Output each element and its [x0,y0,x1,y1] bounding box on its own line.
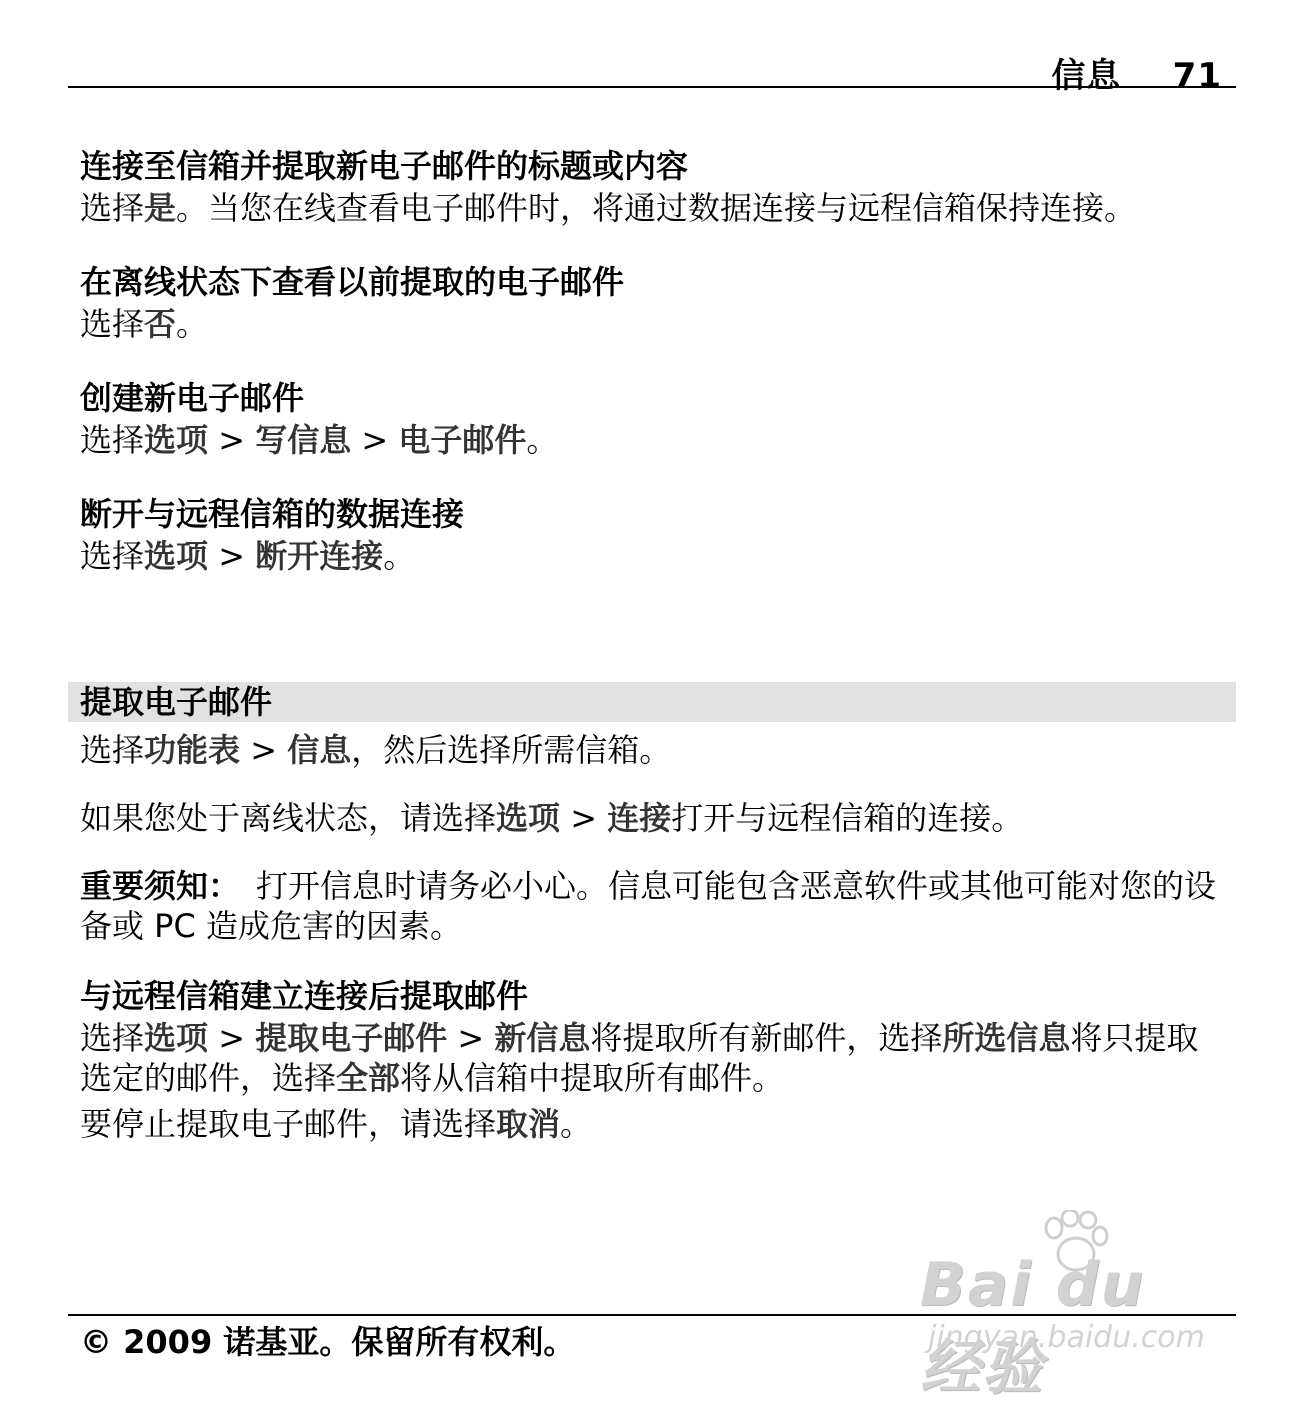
text: 选择 [80,537,145,575]
option-label: 写信息 [255,421,352,459]
text: 将提取所有新邮件，选择 [590,1019,943,1057]
retrieve-content [80,730,1220,1144]
menu-separator: > [560,799,608,837]
section-disconnect [80,492,1220,576]
section-heading: 创建新电子邮件 [80,379,305,417]
option-label: 功能表 [144,731,241,769]
section-create [80,376,1220,460]
option-label: 取消 [496,1105,561,1143]
text: 选择 [80,189,145,227]
section-offline [80,260,1220,344]
text: 。 [560,1105,593,1143]
text: 。 [526,421,559,459]
option-label: 选项 [144,1019,209,1057]
section-heading: 连接至信箱并提取新电子邮件的标题或内容 [80,147,689,185]
notice-text: 打开信息时请务必小心。信息可能包含恶意软件或其他可能对您的设备或 PC 造成危害的因素。 [80,867,1217,945]
section-body [80,188,1220,228]
menu-separator: > [240,731,288,769]
section-band [68,682,1236,722]
menu-separator: > [351,421,399,459]
section-body [80,304,1220,344]
option-label: 信息 [287,731,352,769]
copyright-footer: © 2009 诺基亚。保留所有权利。 [80,1323,576,1361]
option-label: 选项 [144,421,209,459]
option-label: 选项 [144,537,209,575]
option-label: 选项 [496,799,561,837]
header-title [1051,48,1222,97]
option-label: 是 [144,189,177,227]
text: 选择 [80,421,145,459]
menu-separator: > [208,421,256,459]
option-label: 否 [144,305,177,343]
option-label: 断开连接 [255,537,384,575]
section-body [80,420,1220,460]
section-heading: 断开与远程信箱的数据连接 [80,495,465,533]
notice-label: 重要须知： [80,867,225,905]
text: 如果您处于离线状态，请选择 [80,799,497,837]
option-label: 连接 [607,799,672,837]
text: 将从信箱中提取所有邮件。 [400,1059,785,1097]
text: 打开与远程信箱的连接。 [671,799,1024,837]
band-title: 提取电子邮件 [80,683,273,721]
text: 将只提取选定的邮件，选择 [80,1019,1199,1097]
text: 。 [176,305,209,343]
section-heading: 在离线状态下查看以前提取的电子邮件 [80,263,625,301]
paragraph [80,1104,1220,1144]
baidu-watermark [920,1210,1230,1403]
paragraph [80,730,1220,770]
paragraph [80,798,1220,838]
option-label: 电子邮件 [398,421,527,459]
page-header [68,46,1236,96]
text: 选择 [80,731,145,769]
menu-separator: > [208,537,256,575]
option-label: 提取电子邮件 [255,1019,448,1057]
important-notice [80,866,1220,946]
main-content [80,144,1220,608]
watermark-logo: Bai du 经验 [920,1250,1146,1403]
text: 选择 [80,1019,145,1057]
option-label: 新信息 [494,1019,591,1057]
text: 。 [383,537,416,575]
section-heading: 与远程信箱建立连接后提取邮件 [80,977,529,1015]
watermark-url: jingyan.baidu.com [928,1320,1205,1355]
option-label: 所选信息 [942,1019,1071,1057]
section-body [80,536,1220,576]
text: ，然后选择所需信箱。 [351,731,672,769]
text: 。当您在线查看电子邮件时，将通过数据连接与远程信箱保持连接。 [176,189,1137,227]
text: 要停止提取电子邮件，请选择 [80,1105,497,1143]
page-number: 71 [1172,56,1222,96]
menu-separator: > [447,1019,495,1057]
menu-separator: > [208,1019,256,1057]
chapter-title: 信息 [1051,56,1122,96]
section-connect [80,144,1220,228]
footer-divider [68,1314,1236,1316]
paragraph [80,1018,1220,1098]
text: 选择 [80,305,145,343]
option-label: 全部 [336,1059,401,1097]
